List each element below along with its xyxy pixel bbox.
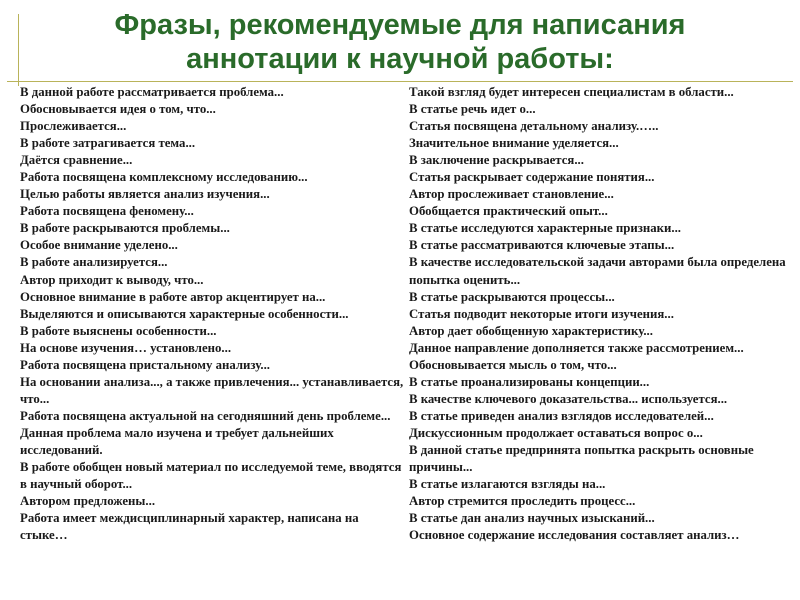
list-item: В статье излагаются взгляды на... [409,477,606,492]
list-item: Обосновывается идея о том, что... [20,102,216,117]
list-item: Автор стремится проследить процесс... [409,494,636,509]
list-item: На основании анализа..., а также привлечения... устанавливается, что... [20,374,404,406]
decorative-vertical-line [18,14,19,86]
list-item: В работе выяснены особенности... [20,323,217,338]
list-item: В качестве ключевого доказательства... используется... [409,391,728,406]
list-item: Статья посвящена детальному анализу.….. [409,119,659,134]
left-phrase-list [20,84,405,544]
list-item: Дискуссионным продолжает оставаться вопрос о... [409,425,703,440]
list-item: В работе обобщен новый материал по исследуемой теме, вводятся в научный оборот... [20,460,402,492]
list-item: В данной статье предпринята попытка раскрыть основные причины... [409,442,754,475]
list-item: Работа посвящена актуальной на сегодняшний день проблеме... [20,408,391,423]
list-item: В данной работе рассматривается проблема... [20,85,284,99]
list-item: Такой взгляд будет интересен специалистам в области... [409,85,734,99]
list-item: В статье исследуются характерные признаки... [409,221,681,236]
right-phrase-list [409,84,794,544]
list-item: В статье речь идет о... [409,102,536,117]
list-item: Работа посвящена комплексному исследованию... [20,170,308,185]
list-item: Работа посвящена пристальному анализу... [20,357,270,372]
slide-title [30,8,770,76]
list-item: В заключение раскрывается... [409,153,584,168]
list-item: Автор прослеживает становление... [409,187,614,202]
list-item: Данная проблема мало изучена и требует дальнейших исследований. [20,425,334,457]
list-item: Статья раскрывает содержание понятия... [409,170,655,185]
list-item: Автор дает обобщенную характеристику... [409,323,653,338]
list-item: В качестве исследовательской задачи авторами была определена попытка оценить... [409,255,786,287]
list-item: В статье раскрываются процессы... [409,289,615,304]
list-item: В статье проанализированы концепции... [409,374,650,389]
list-item: Автором предложены... [20,494,156,509]
list-item: Работа посвящена феномену... [20,204,194,219]
list-item: В работе затрагивается тема... [20,136,196,151]
list-item: В работе раскрываются проблемы... [20,221,230,236]
slide-title-line-2: аннотации к научной работы: [186,43,614,75]
list-item: Выделяются и описываются характерные особенности... [20,306,349,321]
list-item: Значительное внимание уделяется... [409,136,619,151]
decorative-horizontal-line [7,81,793,82]
list-item: Работа имеет междисциплинарный характер, написана на стыке… [20,511,359,543]
list-item: Особое внимание уделено... [20,238,178,253]
list-item: Даётся сравнение... [20,153,133,168]
list-item: Автор приходит к выводу, что... [20,272,204,287]
list-item: В статье дан анализ научных изысканий... [409,511,655,526]
list-item: На основе изучения… установлено... [20,340,232,355]
list-item: Данное направление дополняется также рассмотрением... [409,340,744,355]
list-item: В статье приведен анализ взглядов исследователей... [409,408,714,423]
slide-title-line-1: Фразы, рекомендуемые для написания [114,9,686,41]
list-item: Целью работы является анализ изучения... [20,187,270,202]
list-item: Обобщается практический опыт... [409,204,608,219]
list-item: Основное содержание исследования составляет анализ… [409,528,740,543]
list-item: Обосновывается мысль о том, что... [409,357,617,372]
list-item: В работе анализируется... [20,255,168,270]
list-item: Прослеживается... [20,119,127,134]
list-item: Статья подводит некоторые итоги изучения... [409,306,674,321]
list-item: Основное внимание в работе автор акцентирует на... [20,289,326,304]
list-item: В статье рассматриваются ключевые этапы... [409,238,675,253]
